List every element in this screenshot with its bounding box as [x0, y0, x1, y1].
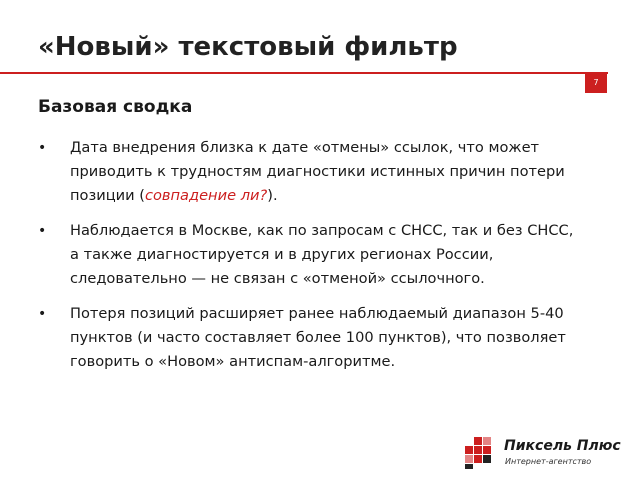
bullet-text: Дата внедрения близка к дате «отмены» ссылок, что может приводить к трудностям диагностики истинных причин потери позиции (	[70, 139, 565, 204]
section-heading: Базовая сводка	[38, 97, 193, 117]
bullet-item	[38, 136, 583, 208]
bullet-marker: •	[38, 223, 47, 239]
bullet-text: Наблюдается в Москве, как по запросам с СНСС, так и без СНСС, а также диагностируется и в других регионах России, следовательно — не связан с «отменой» ссылочного.	[70, 222, 574, 287]
slide-title: «Новый» текстовый фильтр	[38, 32, 458, 62]
title-divider	[0, 72, 608, 74]
bullet-text: Потеря позиций расширяет ранее наблюдаемый диапазон 5-40 пунктов (и часто составляет более 100 пунктов), что позволяет говорить о «Новом» антиспам-алгоритме.	[70, 305, 566, 370]
bullet-item	[38, 302, 583, 374]
pixel-plus-logo-icon	[462, 437, 496, 469]
bullet-highlight: совпадение ли?	[144, 187, 268, 204]
bullet-item	[38, 219, 583, 291]
bullet-list	[38, 136, 583, 385]
bullet-marker: •	[38, 306, 47, 322]
bullet-text-end: ).	[267, 187, 278, 204]
brand-tagline: Интернет-агентство	[505, 457, 592, 466]
brand-name: Пиксель Плюс	[504, 438, 621, 454]
page-number-badge: 7	[585, 73, 607, 93]
bullet-marker: •	[38, 140, 47, 156]
brand-logo	[462, 435, 627, 471]
